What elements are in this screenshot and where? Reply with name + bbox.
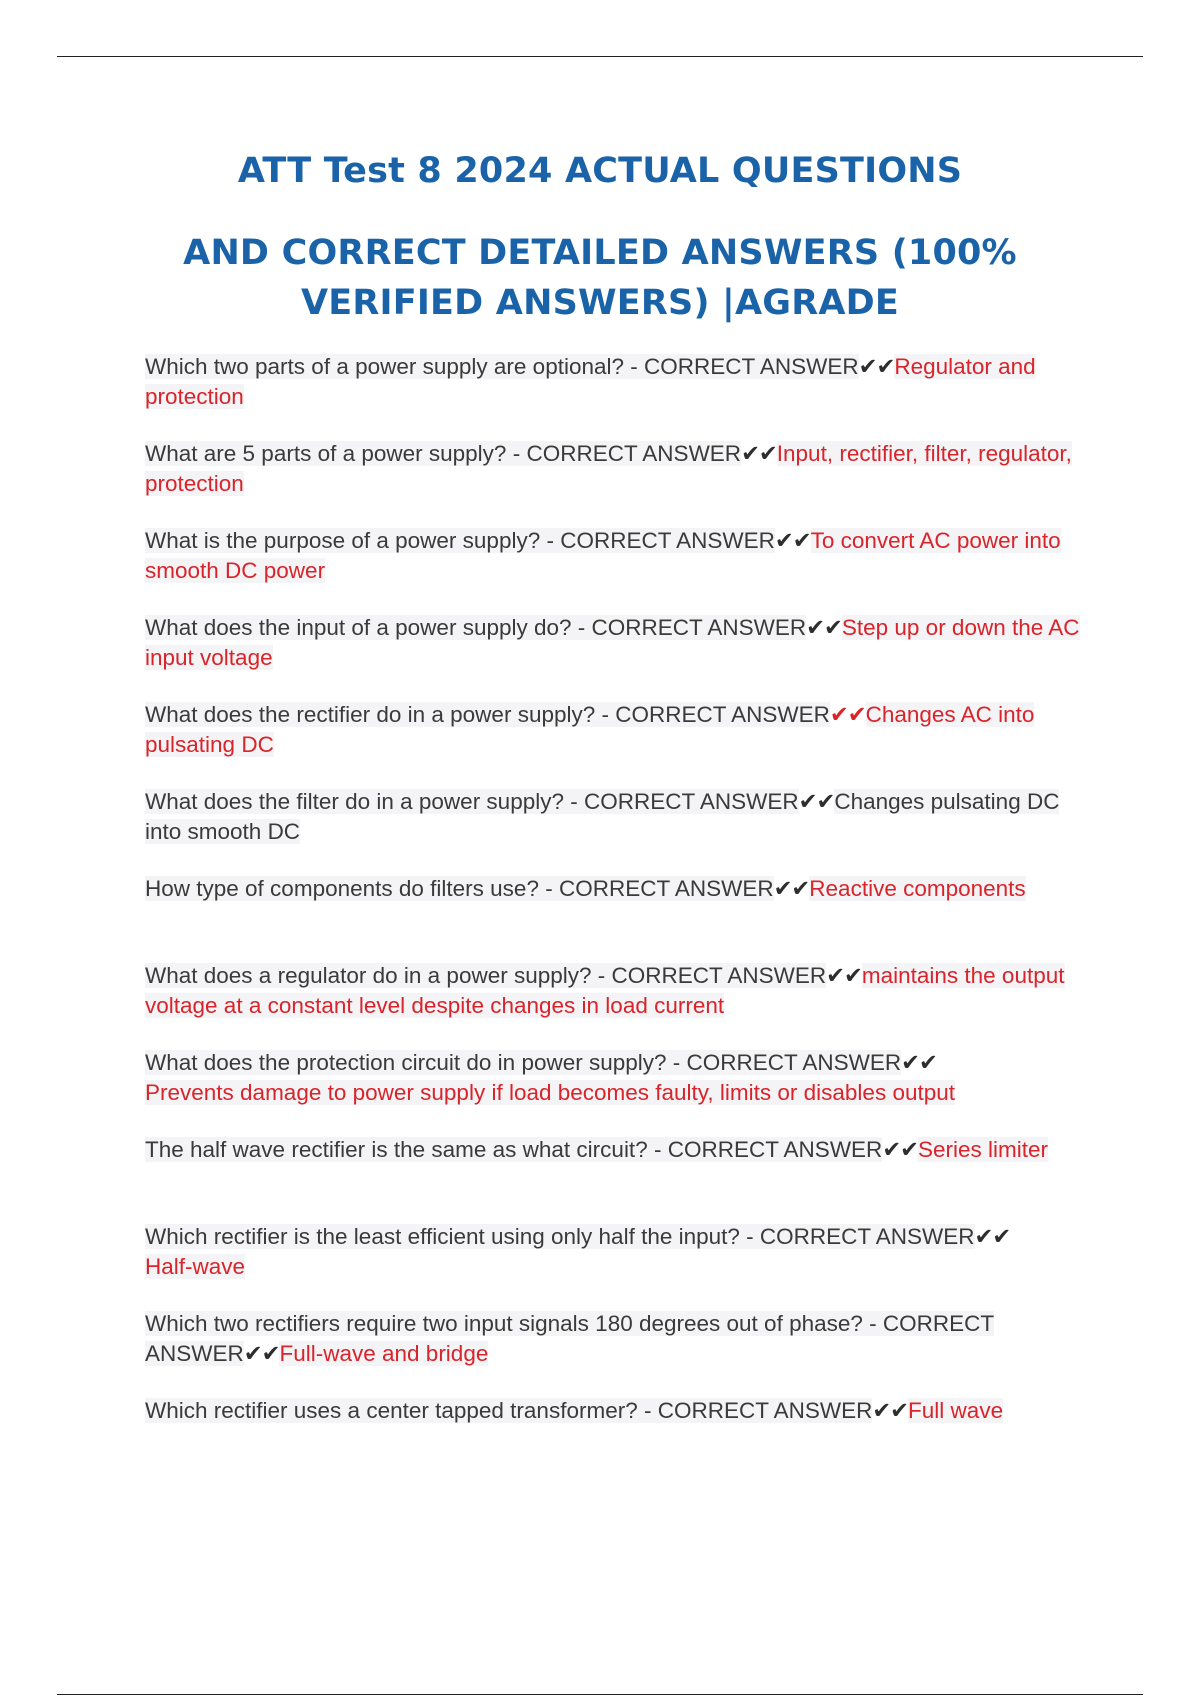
answer-text: Reactive components	[809, 876, 1026, 901]
double-check-icon: ✔✔	[872, 1398, 909, 1423]
answer-marker: - CORRECT ANSWER	[647, 1137, 883, 1162]
qa-item	[145, 874, 1095, 961]
question-text: What are 5 parts of a power supply?	[145, 441, 507, 466]
question-text: What does the protection circuit do in power supply?	[145, 1050, 667, 1075]
answer-text: Full-wave and bridge	[279, 1341, 489, 1366]
answer-marker: - CORRECT ANSWER	[624, 354, 859, 379]
double-check-icon: ✔✔	[243, 1341, 280, 1366]
qa-item	[145, 1048, 1095, 1135]
qa-item	[145, 439, 1095, 526]
answer-marker: - CORRECT ANSWER	[564, 789, 799, 814]
question-text: What does the input of a power supply do?	[145, 615, 572, 640]
document-title-line-1: ATT Test 8 2024 ACTUAL QUESTIONS	[237, 151, 963, 191]
qa-item	[145, 1135, 1095, 1222]
question-text: Which rectifier is the least efficient using only half the input?	[145, 1224, 740, 1249]
qa-item	[145, 1396, 1095, 1483]
double-check-icon: ✔✔	[774, 528, 811, 553]
qa-item	[145, 1309, 1095, 1396]
answer-text: Changes AC into pulsating DC	[145, 702, 1035, 757]
answer-marker: - CORRECT ANSWER	[145, 1311, 994, 1366]
double-check-icon: ✔✔	[806, 615, 842, 640]
answer-text: Full wave	[908, 1398, 1004, 1423]
qa-item	[145, 1222, 1095, 1309]
answer-text: Changes pulsating DC into smooth DC	[145, 789, 1060, 844]
question-text: The half wave rectifier is the same as what circuit?	[145, 1137, 648, 1162]
top-rule	[57, 56, 1143, 57]
qa-item	[145, 787, 1095, 874]
question-text: Which rectifier uses a center tapped transformer?	[145, 1398, 638, 1423]
answer-text: Series limiter	[918, 1137, 1049, 1162]
answer-marker: - CORRECT ANSWER	[739, 1224, 975, 1249]
double-check-icon: ✔✔	[773, 876, 810, 901]
answer-text: Step up or down the AC input voltage	[145, 615, 1080, 670]
question-text: What does the rectifier do in a power supply?	[145, 702, 596, 727]
answer-text: Half-wave	[145, 1254, 246, 1279]
question-text: Which two parts of a power supply are optional?	[145, 354, 625, 379]
double-check-icon: ✔✔	[741, 441, 777, 466]
double-check-icon: ✔✔	[858, 354, 895, 379]
question-text: What does the filter do in a power supply?	[145, 789, 564, 814]
qa-list	[145, 352, 1095, 1483]
answer-text: Input, rectifier, filter, regulator, protection	[145, 441, 1072, 496]
question-text: How type of components do filters use?	[145, 876, 539, 901]
answer-marker: - CORRECT ANSWER	[666, 1050, 902, 1075]
answer-marker: - CORRECT ANSWER	[595, 702, 830, 727]
qa-item	[145, 526, 1095, 613]
double-check-icon: ✔✔	[974, 1224, 1011, 1249]
answer-text: Regulator and protection	[145, 354, 1036, 409]
double-check-icon: ✔✔	[882, 1137, 919, 1162]
answer-marker: - CORRECT ANSWER	[591, 963, 827, 988]
question-text: Which two rectifiers require two input signals 180 degrees out of phase?	[145, 1311, 863, 1336]
double-check-icon: ✔✔	[901, 1050, 937, 1075]
qa-item	[145, 613, 1095, 700]
qa-item	[145, 352, 1095, 439]
answer-marker: - CORRECT ANSWER	[540, 528, 775, 553]
answer-text: Prevents damage to power supply if load becomes faulty, limits or disables output	[145, 1080, 955, 1105]
double-check-icon: ✔✔	[798, 789, 835, 814]
answer-marker: - CORRECT ANSWER	[571, 615, 807, 640]
answer-text: maintains the output voltage at a constant level despite changes in load current	[145, 963, 1065, 1018]
double-check-icon: ✔✔	[826, 963, 862, 988]
answer-text: To convert AC power into smooth DC power	[145, 528, 1061, 583]
answer-marker: - CORRECT ANSWER	[637, 1398, 873, 1423]
answer-marker: - CORRECT ANSWER	[506, 441, 742, 466]
question-text: What is the purpose of a power supply?	[145, 528, 541, 553]
qa-item	[145, 700, 1095, 787]
document-title-line-2: AND CORRECT DETAILED ANSWERS (100% VERIFIED ANSWERS) |AGRADE	[183, 233, 1017, 323]
question-text: What does a regulator do in a power supply?	[145, 963, 592, 988]
bottom-rule	[57, 1694, 1143, 1695]
qa-item	[145, 961, 1095, 1048]
double-check-icon: ✔✔	[829, 702, 866, 727]
answer-marker: - CORRECT ANSWER	[538, 876, 774, 901]
